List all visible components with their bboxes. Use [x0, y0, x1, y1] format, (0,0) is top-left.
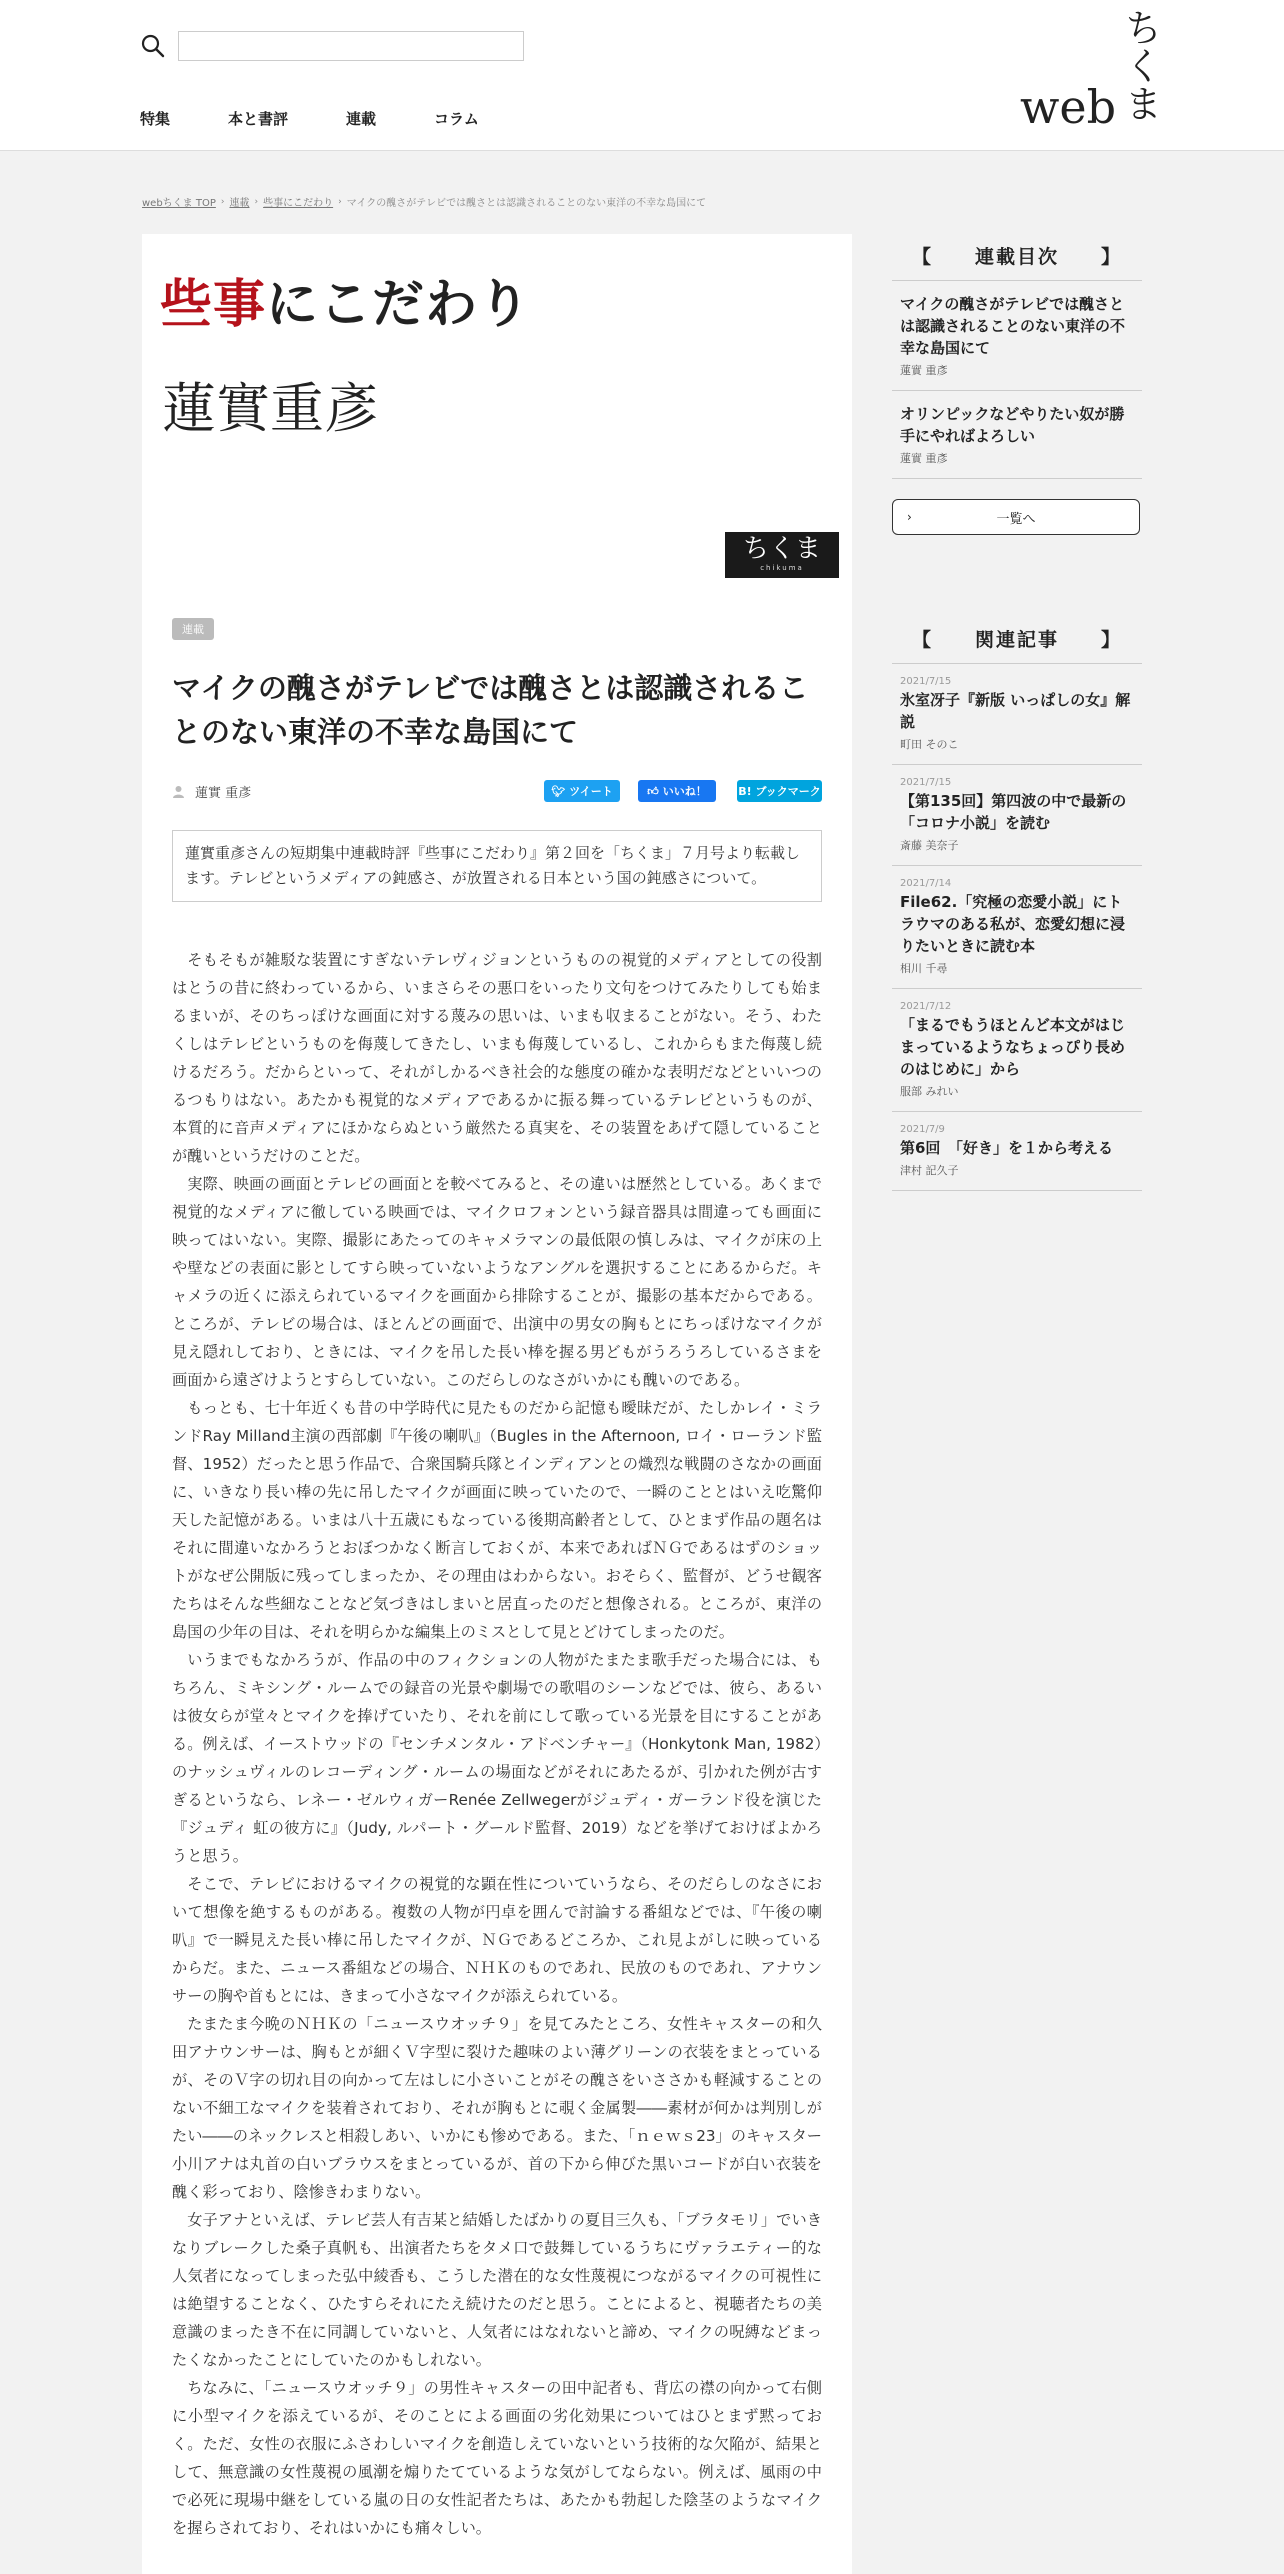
related-heading: 【 関連記事 】: [892, 617, 1142, 664]
global-nav: [140, 108, 537, 129]
related-item-title: 「まるでもうほとんど本文がはじまっているようなちょっぴり長めのはじめに」から: [900, 1016, 1126, 1078]
thumbs-up-icon: 👍︎: [647, 784, 659, 798]
related-item[interactable]: [892, 866, 1142, 989]
chevron-right-icon: ›: [907, 510, 912, 524]
twitter-icon: 🐦︎: [551, 784, 566, 798]
toc-item-author: 蓮實 重彥: [900, 452, 948, 465]
hatena-label: B! ブックマーク: [738, 785, 821, 798]
article-body: [172, 946, 822, 2542]
person-icon: [172, 785, 185, 798]
category-tag[interactable]: 連載: [172, 618, 214, 640]
logo-web-text: web: [1020, 80, 1117, 134]
chevron-right-icon: ›: [254, 196, 259, 207]
hatena-bookmark-button[interactable]: [737, 780, 822, 802]
related-item-title: 【第135回】第四波の中で最新の「コロナ小説」を読む: [900, 792, 1127, 832]
body-paragraph: ちなみに、「ニュースウオッチ９」の男性キャスターの田中記者も、背広の襟の向かって右側に小型マイクを添えているが、そのことによる画面の劣化効果についてはひとまず黙っておく。ただ、女性の衣服にふさわしいマイクを創造しえていないという技術的な欠陥が、結果として、無意識の女性蔑視の風潮を煽りたてているような気がしてならない。例えば、風雨の中で必死に現場中継をしている嵐の日の女性記者たちは、あたかも勃起した陰茎のようなマイクを握らされており、それはいかにも痛々しい。: [172, 2379, 822, 2537]
related-item-title: File62.「究極の恋愛小説」にトラウマのある私が、恋愛幻想に浸りたいときに読む本: [900, 893, 1126, 955]
article-card: [142, 234, 852, 2574]
chikuma-badge-main: ちくま: [742, 534, 821, 564]
body-paragraph: 実際、映画の画面とテレビの画面とを較べてみると、その違いは歴然としている。あくまで視覚的なメディアに徹している映画では、マイクロフォンという録音器具は間違っても画面に映ってはいない。実際、撮影にあたってのキャメラマンの最低限の慎しみは、マイクが床の上や壁などの表面に影としてすら映っていないようなアングルを選択することにあるからだ。キャメラの近くに添えられているマイクを画面から排除することが、撮影の基本だからである。ところが、テレビの場合は、ほとんどの画面で、出演中の男女の胸もとにちっぽけなマイクが見え隠れしており、ときには、マイクを吊した長い棒を握る男どもがうろうろしているさまを画面から遠ざけようとすらしていない。このだらしのなさがいかにも醜いのである。: [172, 1175, 822, 1389]
byline-author[interactable]: 蓮實 重彥: [195, 786, 252, 801]
search-input[interactable]: [178, 31, 524, 61]
breadcrumb-serial[interactable]: 連載: [229, 198, 250, 209]
chevron-right-icon: ›: [338, 196, 342, 207]
chikuma-badge: [725, 532, 839, 578]
series-title-rest: にこだわり: [266, 274, 532, 335]
site-logo[interactable]: [1010, 8, 1170, 136]
sidebar: [892, 234, 1142, 1191]
series-title: [160, 262, 531, 337]
related-item-date: 2021/7/15: [900, 676, 952, 687]
series-title-accent: 些事: [160, 274, 267, 335]
search-icon[interactable]: [140, 33, 166, 59]
toc-item-title: マイクの醜さがテレビでは醜さとは認識されることのない東洋の不幸な島国にて: [900, 295, 1126, 357]
article-title: マイクの醜さがテレビでは醜さとは認識されることのない東洋の不幸な島国にて: [172, 671, 809, 749]
chevron-right-icon: ›: [220, 196, 225, 207]
related-item-author: 服部 みれい: [900, 1085, 959, 1098]
toc-item-title: オリンピックなどやりたい奴が勝手にやればよろしい: [900, 405, 1125, 445]
body-paragraph: そこで、テレビにおけるマイクの視覚的な顕在性についていうなら、そのだらしのなさにおいて想像を絶するものがある。複数の人物が円卓を囲んで討論する番組などでは、『午後の喇叭』で一瞬見えた長い棒に吊したマイクが、ＮＧであるどころか、これ見よがしに映っているからだ。また、ニュース番組などの場合、ＮＨＫのものであれ、民放のものであれ、アナウンサーの胸や首もとには、きまって小さなマイクが添えられている。: [172, 1875, 822, 2005]
like-label: いいね！: [662, 785, 707, 798]
related-item[interactable]: [892, 664, 1142, 765]
lead-box: 蓮實重彥さんの短期集中連載時評『些事にこだわり』第２回を「ちくま」７月号より転載します。テレビというメディアの鈍感さ、が放置される日本という国の鈍感さについて。: [172, 830, 822, 902]
toc-more-label: 一覧へ: [996, 511, 1036, 527]
related-item[interactable]: [892, 765, 1142, 866]
breadcrumb-series[interactable]: 些事にこだわり: [263, 198, 334, 209]
breadcrumb-current: マイクの醜さがテレビでは醜さとは認識されることのない東洋の不幸な島国にて: [346, 198, 707, 209]
related-item-date: 2021/7/14: [900, 878, 952, 889]
site-header: [0, 0, 1284, 151]
tweet-button[interactable]: [544, 780, 620, 802]
related-item-author: 町田 そのこ: [900, 738, 959, 751]
search-bar: [140, 30, 530, 64]
body-paragraph: そもそもが雑駁な装置にすぎないテレヴィジョンというものの視覚的メディアとしての役割はとうの昔に終わっているから、いまさらその悪口をいったり文句をつけてみたりしても始まるまいが、そのちっぽけな画面に対する蔑みの思いは、いまも収まることがない。そう、わたくしはテレビというものを侮蔑してきたし、いまも侮蔑しているし、これからもまた侮蔑し続けるだろう。だからといって、それがしかるべき社会的な態度の確かな表明だなどといいつのるつもりはない。あたかも視覚的なメディアであるかに振る舞っているテレビというものが、本質的に音声メディアにほかならぬという厳然たる真実を、その装置をあげて隠していることが醜いというだけのことだ。: [172, 951, 823, 1165]
toc-more-button[interactable]: [892, 499, 1140, 535]
toc-heading: 【 連載目次 】: [892, 234, 1142, 281]
related-item-author: 津村 記久子: [900, 1164, 959, 1177]
hero-author: 蓮實重彥: [162, 377, 378, 440]
body-paragraph: 女子アナといえば、テレビ芸人有吉某と結婚したばかりの夏目三久も、「ブラタモリ」でいきなりブレークした桑子真帆も、出演者たちをタメ口で鼓舞しているうちにヴァラエティー的な人気者になってしまった弘中綾香も、こうした潜在的な女性蔑視につながるマイクの可視性には絶望することなく、ひたすらそれにたえ続けたのだと思う。ことによると、視聴者たちの美意識のまったき不在に同調していないと、人気者にはなれないと諦め、マイクの呪縛などまったくなかったことにしていたのかもしれない。: [172, 2211, 822, 2369]
related-item-author: 相川 千尋: [900, 962, 948, 975]
breadcrumb: [142, 194, 706, 209]
breadcrumb-home[interactable]: webちくま TOP: [142, 198, 216, 209]
body-paragraph: たまたま今晩のＮＨＫの「ニュースウオッチ９」を見てみたところ、女性キャスターの和久田アナウンサーは、胸もとが細くＶ字型に裂けた趣味のよい薄グリーンの衣装をまとっているが、そのＶ字の切れ目の向かって左はしに小さいことがその醜さをいささかも軽減することのない不細工なマイクを装着されており、それが胸もとに覗く金属製――素材が何かは判別しがたい――のネックレスと相殺しあい、いかにも惨めである。また、「ｎｅｗｓ23」のキャスター小川アナは丸首の白いブラウスをまとっているが、首の下から伸びた黒いコードが白い衣装を醜く彩っており、陰惨きわまりない。: [172, 2015, 822, 2201]
related-item-title: 氷室冴子『新版 いっぱしの女』解説: [900, 691, 1131, 731]
related-item-date: 2021/7/9: [900, 1124, 945, 1135]
logo-chikuma-text: ちくま: [1118, 8, 1162, 122]
toc-item[interactable]: [892, 281, 1142, 391]
nav-item-feature[interactable]: 特集: [140, 110, 171, 128]
related-item-author: 斎藤 美奈子: [900, 839, 959, 852]
related-item-title: 第6回 「好き」を１から考える: [900, 1139, 1113, 1157]
chikuma-badge-sub: chikuma: [760, 564, 804, 572]
toc-item-author: 蓮實 重彥: [900, 364, 948, 377]
tweet-label: ツイート: [569, 785, 613, 798]
body-paragraph: もっとも、七十年近くも昔の中学時代に見たものだから記憶も曖昧だが、たしかレイ・ミランドRay Milland主演の西部劇『午後の喇叭』（Bugles in the Afternoon, ロイ・ローランド監督、1952）だったと思う作品で、合衆国騎兵隊とインディアンとの熾烈な戦闘のさなかの画面に、いきなり長い棒の先に吊したマイクが画面に映っていたので、一瞬のこととはいえ吃驚仰天した記憶がある。いまは八十五歳にもなっている後期高齢者として、ひとまず作品の題名はそれに間違いなかろうとおぼつかなく断言しておくが、本来であればＮＧであるはずのショットがなぜ公開版に残ってしまったか、その理由はわからない。おそらく、監督が、どうせ観客たちはそんな些細なことなど気づきはしまいと居直ったのだと想像される。ところが、東洋の島国の少年の目は、それを明らかな編集上のミスとして見とどけてしまったのだ。: [172, 1399, 822, 1641]
byline: [172, 782, 251, 801]
related-item[interactable]: [892, 989, 1142, 1112]
related-item-date: 2021/7/15: [900, 777, 952, 788]
nav-item-column[interactable]: コラム: [434, 110, 479, 128]
nav-item-serial[interactable]: 連載: [346, 110, 377, 128]
body-paragraph: いうまでもなかろうが、作品の中のフィクションの人物がたまたま歌手だった場合には、もちろん、ミキシング・ルームでの録音の光景や劇場での歌唱のシーンなどでは、彼ら、あるいは彼女らが堂々とマイクを捧げていたり、それを前にして歌っている光景を目にすることがある。例えば、イーストウッドの『センチメンタル・アドベンチャー』（Honkytonk Man, 1982）のナッシュヴィルのレコーディング・ルームの場面などがそれにあたるが、引かれた例が古すぎるというなら、レネー・ゼルウィガーRenée Zellwegerがジュディ・ガーランド役を演じた『ジュディ 虹の彼方に』（Judy, ルパート・グールド監督、2019）などを挙げておけばよかろうと思う。: [172, 1651, 822, 1865]
like-button[interactable]: [638, 780, 716, 802]
related-item[interactable]: [892, 1112, 1142, 1191]
toc-item[interactable]: [892, 391, 1142, 479]
nav-item-books[interactable]: 本と書評: [228, 110, 289, 128]
related-item-date: 2021/7/12: [900, 1001, 952, 1012]
